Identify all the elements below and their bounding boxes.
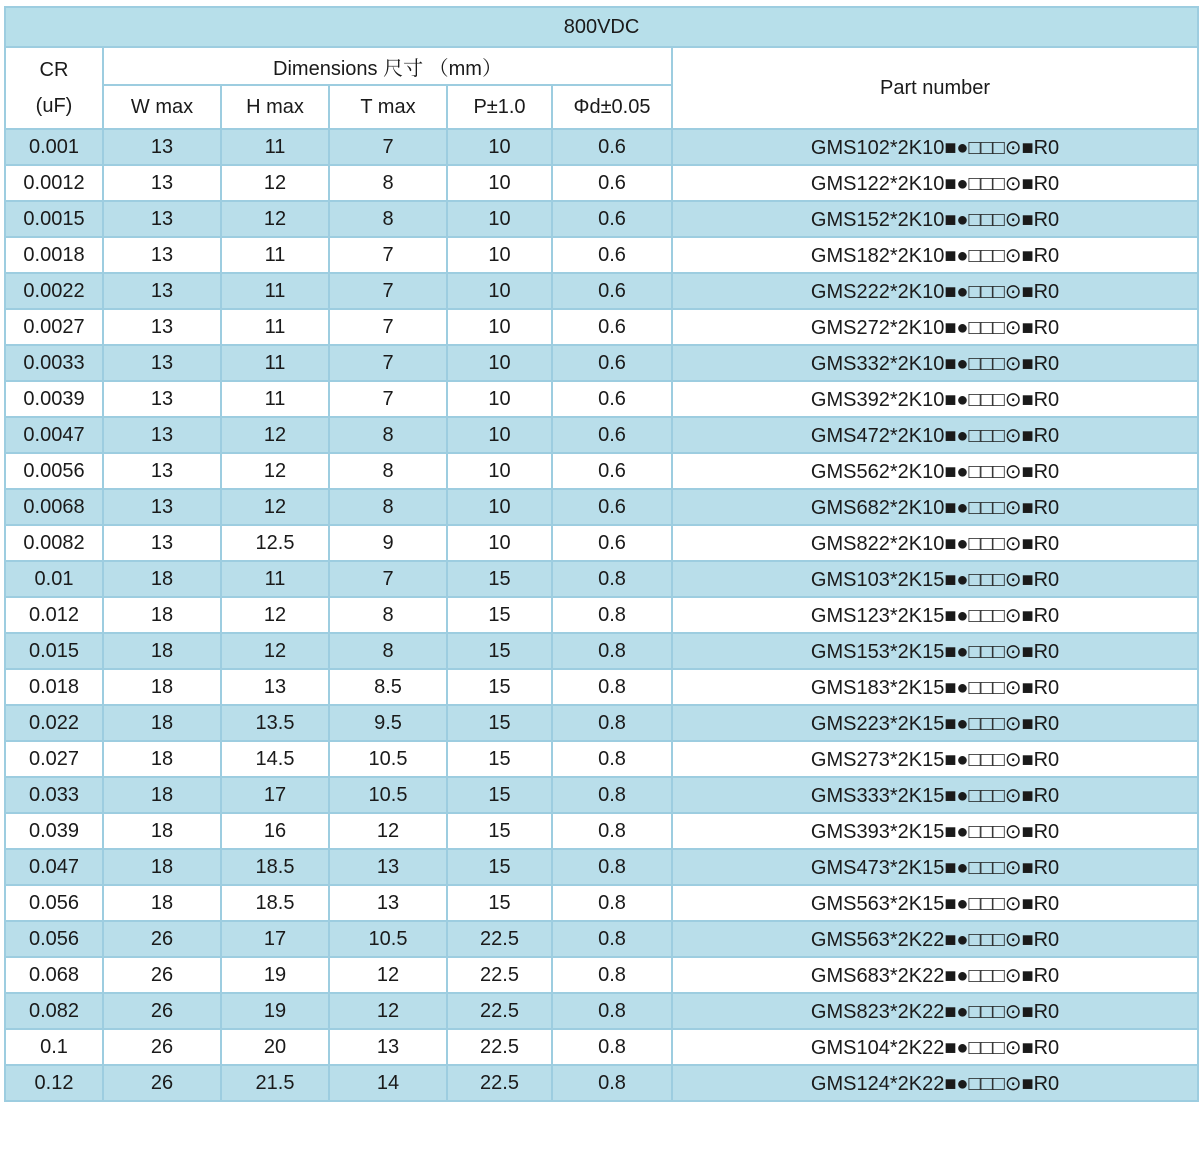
part-number-cell: GMS563*2K22■●□□□⊙■R0: [672, 921, 1198, 957]
t-max-cell: 10.5: [329, 777, 447, 813]
table-row: [5, 561, 1198, 597]
table-row: [5, 777, 1198, 813]
w-max-cell: 18: [103, 741, 221, 777]
part-number-cell: GMS123*2K15■●□□□⊙■R0: [672, 597, 1198, 633]
cr-cell: 0.012: [5, 597, 103, 633]
part-number-cell: GMS563*2K15■●□□□⊙■R0: [672, 885, 1198, 921]
part-number-cell: GMS182*2K10■●□□□⊙■R0: [672, 237, 1198, 273]
pitch-cell: 15: [447, 849, 552, 885]
pitch-cell: 10: [447, 525, 552, 561]
part-number-cell: GMS333*2K15■●□□□⊙■R0: [672, 777, 1198, 813]
t-max-cell: 13: [329, 885, 447, 921]
diameter-cell: 0.6: [552, 201, 672, 237]
w-max-cell: 26: [103, 921, 221, 957]
t-max-cell: 7: [329, 381, 447, 417]
cr-cell: 0.1: [5, 1029, 103, 1065]
table-row: [5, 453, 1198, 489]
diameter-cell: 0.6: [552, 129, 672, 165]
w-max-cell: 18: [103, 885, 221, 921]
diameter-cell: 0.8: [552, 633, 672, 669]
table-row: [5, 957, 1198, 993]
cr-cell: 0.027: [5, 741, 103, 777]
cr-cell: 0.0056: [5, 453, 103, 489]
w-max-cell: 26: [103, 1065, 221, 1101]
cr-cell: 0.0027: [5, 309, 103, 345]
t-max-cell: 8: [329, 417, 447, 453]
part-number-cell: GMS822*2K10■●□□□⊙■R0: [672, 525, 1198, 561]
pitch-cell: 15: [447, 597, 552, 633]
part-number-cell: GMS222*2K10■●□□□⊙■R0: [672, 273, 1198, 309]
w-max-cell: 13: [103, 489, 221, 525]
table-row: [5, 633, 1198, 669]
w-max-header: W max: [103, 85, 221, 129]
h-max-cell: 12: [221, 597, 329, 633]
cr-cell: 0.0039: [5, 381, 103, 417]
h-max-header: H max: [221, 85, 329, 129]
w-max-cell: 26: [103, 957, 221, 993]
pitch-cell: 15: [447, 561, 552, 597]
pitch-cell: 10: [447, 237, 552, 273]
diameter-cell: 0.8: [552, 921, 672, 957]
table-row: [5, 489, 1198, 525]
w-max-cell: 26: [103, 1029, 221, 1065]
table-row: [5, 597, 1198, 633]
t-max-cell: 8: [329, 489, 447, 525]
diameter-cell: 0.8: [552, 957, 672, 993]
part-number-cell: GMS223*2K15■●□□□⊙■R0: [672, 705, 1198, 741]
h-max-cell: 11: [221, 381, 329, 417]
t-max-cell: 12: [329, 957, 447, 993]
table-row: [5, 201, 1198, 237]
cr-cell: 0.01: [5, 561, 103, 597]
t-max-cell: 8.5: [329, 669, 447, 705]
diameter-cell: 0.8: [552, 777, 672, 813]
cr-cell: 0.015: [5, 633, 103, 669]
voltage-title-row: [5, 7, 1198, 47]
pitch-cell: 15: [447, 813, 552, 849]
w-max-cell: 13: [103, 453, 221, 489]
diameter-cell: 0.6: [552, 453, 672, 489]
diameter-cell: 0.8: [552, 1065, 672, 1101]
pitch-cell: 22.5: [447, 993, 552, 1029]
cr-header: [5, 47, 103, 129]
part-number-cell: GMS393*2K15■●□□□⊙■R0: [672, 813, 1198, 849]
part-number-cell: GMS102*2K10■●□□□⊙■R0: [672, 129, 1198, 165]
h-max-cell: 12.5: [221, 525, 329, 561]
h-max-cell: 11: [221, 273, 329, 309]
w-max-cell: 18: [103, 561, 221, 597]
table-row: [5, 237, 1198, 273]
diameter-cell: 0.8: [552, 705, 672, 741]
diameter-header: Φd±0.05: [552, 85, 672, 129]
pitch-cell: 15: [447, 669, 552, 705]
diameter-cell: 0.8: [552, 813, 672, 849]
pitch-cell: 10: [447, 201, 552, 237]
part-number-cell: GMS104*2K22■●□□□⊙■R0: [672, 1029, 1198, 1065]
cr-cell: 0.0018: [5, 237, 103, 273]
cr-cell: 0.082: [5, 993, 103, 1029]
h-max-cell: 11: [221, 561, 329, 597]
cr-cell: 0.0015: [5, 201, 103, 237]
w-max-cell: 13: [103, 381, 221, 417]
table-row: [5, 993, 1198, 1029]
pitch-cell: 10: [447, 345, 552, 381]
h-max-cell: 11: [221, 345, 329, 381]
part-number-cell: GMS273*2K15■●□□□⊙■R0: [672, 741, 1198, 777]
cr-cell: 0.068: [5, 957, 103, 993]
t-max-cell: 8: [329, 201, 447, 237]
h-max-cell: 12: [221, 201, 329, 237]
part-number-cell: GMS682*2K10■●□□□⊙■R0: [672, 489, 1198, 525]
cr-cell: 0.056: [5, 921, 103, 957]
table-row: [5, 705, 1198, 741]
cr-header-unit: (uF): [35, 95, 73, 117]
cr-cell: 0.0068: [5, 489, 103, 525]
table-row: [5, 381, 1198, 417]
t-max-cell: 7: [329, 237, 447, 273]
cr-cell: 0.001: [5, 129, 103, 165]
h-max-cell: 11: [221, 129, 329, 165]
h-max-cell: 12: [221, 489, 329, 525]
t-max-cell: 7: [329, 273, 447, 309]
diameter-cell: 0.8: [552, 669, 672, 705]
dimensions-header: Dimensions 尺寸 （mm）: [103, 47, 672, 85]
w-max-cell: 18: [103, 705, 221, 741]
cr-cell: 0.0047: [5, 417, 103, 453]
part-number-cell: GMS122*2K10■●□□□⊙■R0: [672, 165, 1198, 201]
table-row: [5, 813, 1198, 849]
h-max-cell: 12: [221, 453, 329, 489]
h-max-cell: 18.5: [221, 885, 329, 921]
t-max-header: T max: [329, 85, 447, 129]
cr-cell: 0.0033: [5, 345, 103, 381]
diameter-cell: 0.8: [552, 993, 672, 1029]
pitch-cell: 10: [447, 381, 552, 417]
part-number-cell: GMS272*2K10■●□□□⊙■R0: [672, 309, 1198, 345]
w-max-cell: 26: [103, 993, 221, 1029]
cr-cell: 0.033: [5, 777, 103, 813]
pitch-cell: 10: [447, 273, 552, 309]
table-row: [5, 165, 1198, 201]
pitch-cell: 22.5: [447, 1029, 552, 1065]
w-max-cell: 13: [103, 201, 221, 237]
diameter-cell: 0.6: [552, 165, 672, 201]
pitch-cell: 10: [447, 129, 552, 165]
pitch-header: P±1.0: [447, 85, 552, 129]
cr-cell: 0.0082: [5, 525, 103, 561]
h-max-cell: 12: [221, 417, 329, 453]
diameter-cell: 0.8: [552, 561, 672, 597]
w-max-cell: 18: [103, 669, 221, 705]
part-number-cell: GMS473*2K15■●□□□⊙■R0: [672, 849, 1198, 885]
h-max-cell: 20: [221, 1029, 329, 1065]
h-max-cell: 19: [221, 993, 329, 1029]
cr-cell: 0.056: [5, 885, 103, 921]
t-max-cell: 13: [329, 1029, 447, 1065]
diameter-cell: 0.8: [552, 1029, 672, 1065]
diameter-cell: 0.6: [552, 525, 672, 561]
pitch-cell: 15: [447, 885, 552, 921]
cr-cell: 0.022: [5, 705, 103, 741]
h-max-cell: 12: [221, 165, 329, 201]
part-number-cell: GMS153*2K15■●□□□⊙■R0: [672, 633, 1198, 669]
h-max-cell: 17: [221, 921, 329, 957]
cr-cell: 0.0012: [5, 165, 103, 201]
pitch-cell: 10: [447, 309, 552, 345]
table-row: [5, 1065, 1198, 1101]
diameter-cell: 0.6: [552, 345, 672, 381]
t-max-cell: 10.5: [329, 741, 447, 777]
pitch-cell: 22.5: [447, 1065, 552, 1101]
t-max-cell: 14: [329, 1065, 447, 1101]
pitch-cell: 10: [447, 417, 552, 453]
diameter-cell: 0.6: [552, 309, 672, 345]
diameter-cell: 0.8: [552, 849, 672, 885]
w-max-cell: 18: [103, 813, 221, 849]
h-max-cell: 14.5: [221, 741, 329, 777]
h-max-cell: 13: [221, 669, 329, 705]
diameter-cell: 0.8: [552, 885, 672, 921]
t-max-cell: 12: [329, 813, 447, 849]
t-max-cell: 7: [329, 561, 447, 597]
t-max-cell: 8: [329, 453, 447, 489]
table-row: [5, 1029, 1198, 1065]
voltage-title: 800VDC: [5, 7, 1198, 47]
t-max-cell: 7: [329, 309, 447, 345]
t-max-cell: 7: [329, 129, 447, 165]
h-max-cell: 16: [221, 813, 329, 849]
part-number-cell: GMS562*2K10■●□□□⊙■R0: [672, 453, 1198, 489]
pitch-cell: 10: [447, 453, 552, 489]
table-row: [5, 921, 1198, 957]
pitch-cell: 15: [447, 741, 552, 777]
h-max-cell: 21.5: [221, 1065, 329, 1101]
t-max-cell: 12: [329, 993, 447, 1029]
t-max-cell: 8: [329, 597, 447, 633]
diameter-cell: 0.6: [552, 489, 672, 525]
h-max-cell: 11: [221, 237, 329, 273]
pitch-cell: 22.5: [447, 957, 552, 993]
t-max-cell: 13: [329, 849, 447, 885]
h-max-cell: 18.5: [221, 849, 329, 885]
part-number-cell: GMS103*2K15■●□□□⊙■R0: [672, 561, 1198, 597]
pitch-cell: 15: [447, 705, 552, 741]
w-max-cell: 18: [103, 777, 221, 813]
pitch-cell: 15: [447, 777, 552, 813]
w-max-cell: 13: [103, 417, 221, 453]
w-max-cell: 13: [103, 237, 221, 273]
w-max-cell: 13: [103, 345, 221, 381]
w-max-cell: 13: [103, 165, 221, 201]
part-number-cell: GMS152*2K10■●□□□⊙■R0: [672, 201, 1198, 237]
t-max-cell: 7: [329, 345, 447, 381]
diameter-cell: 0.6: [552, 381, 672, 417]
t-max-cell: 8: [329, 633, 447, 669]
part-number-cell: GMS332*2K10■●□□□⊙■R0: [672, 345, 1198, 381]
t-max-cell: 9.5: [329, 705, 447, 741]
diameter-cell: 0.8: [552, 597, 672, 633]
cr-cell: 0.047: [5, 849, 103, 885]
w-max-cell: 13: [103, 273, 221, 309]
diameter-cell: 0.8: [552, 741, 672, 777]
pitch-cell: 10: [447, 489, 552, 525]
header-row-top: [5, 47, 1198, 85]
w-max-cell: 18: [103, 849, 221, 885]
cr-header-label: CR: [39, 59, 69, 81]
part-number-cell: GMS823*2K22■●□□□⊙■R0: [672, 993, 1198, 1029]
part-number-cell: GMS124*2K22■●□□□⊙■R0: [672, 1065, 1198, 1101]
cr-cell: 0.12: [5, 1065, 103, 1101]
diameter-cell: 0.6: [552, 273, 672, 309]
t-max-cell: 8: [329, 165, 447, 201]
table-row: [5, 525, 1198, 561]
diameter-cell: 0.6: [552, 417, 672, 453]
cr-cell: 0.018: [5, 669, 103, 705]
part-number-cell: GMS683*2K22■●□□□⊙■R0: [672, 957, 1198, 993]
h-max-cell: 11: [221, 309, 329, 345]
t-max-cell: 10.5: [329, 921, 447, 957]
table-body: [5, 129, 1198, 1101]
table-row: [5, 669, 1198, 705]
t-max-cell: 9: [329, 525, 447, 561]
capacitor-spec-table: [4, 6, 1199, 1102]
table-row: [5, 273, 1198, 309]
table-row: [5, 417, 1198, 453]
h-max-cell: 19: [221, 957, 329, 993]
w-max-cell: 18: [103, 633, 221, 669]
cr-cell: 0.0022: [5, 273, 103, 309]
pitch-cell: 10: [447, 165, 552, 201]
table-row: [5, 885, 1198, 921]
cr-cell: 0.039: [5, 813, 103, 849]
part-number-cell: GMS183*2K15■●□□□⊙■R0: [672, 669, 1198, 705]
part-number-header: Part number: [672, 47, 1198, 129]
w-max-cell: 18: [103, 597, 221, 633]
h-max-cell: 12: [221, 633, 329, 669]
table-row: [5, 129, 1198, 165]
w-max-cell: 13: [103, 525, 221, 561]
table-row: [5, 345, 1198, 381]
h-max-cell: 13.5: [221, 705, 329, 741]
table-row: [5, 849, 1198, 885]
w-max-cell: 13: [103, 129, 221, 165]
pitch-cell: 22.5: [447, 921, 552, 957]
diameter-cell: 0.6: [552, 237, 672, 273]
h-max-cell: 17: [221, 777, 329, 813]
table-row: [5, 741, 1198, 777]
part-number-cell: GMS472*2K10■●□□□⊙■R0: [672, 417, 1198, 453]
part-number-cell: GMS392*2K10■●□□□⊙■R0: [672, 381, 1198, 417]
table-row: [5, 309, 1198, 345]
pitch-cell: 15: [447, 633, 552, 669]
w-max-cell: 13: [103, 309, 221, 345]
